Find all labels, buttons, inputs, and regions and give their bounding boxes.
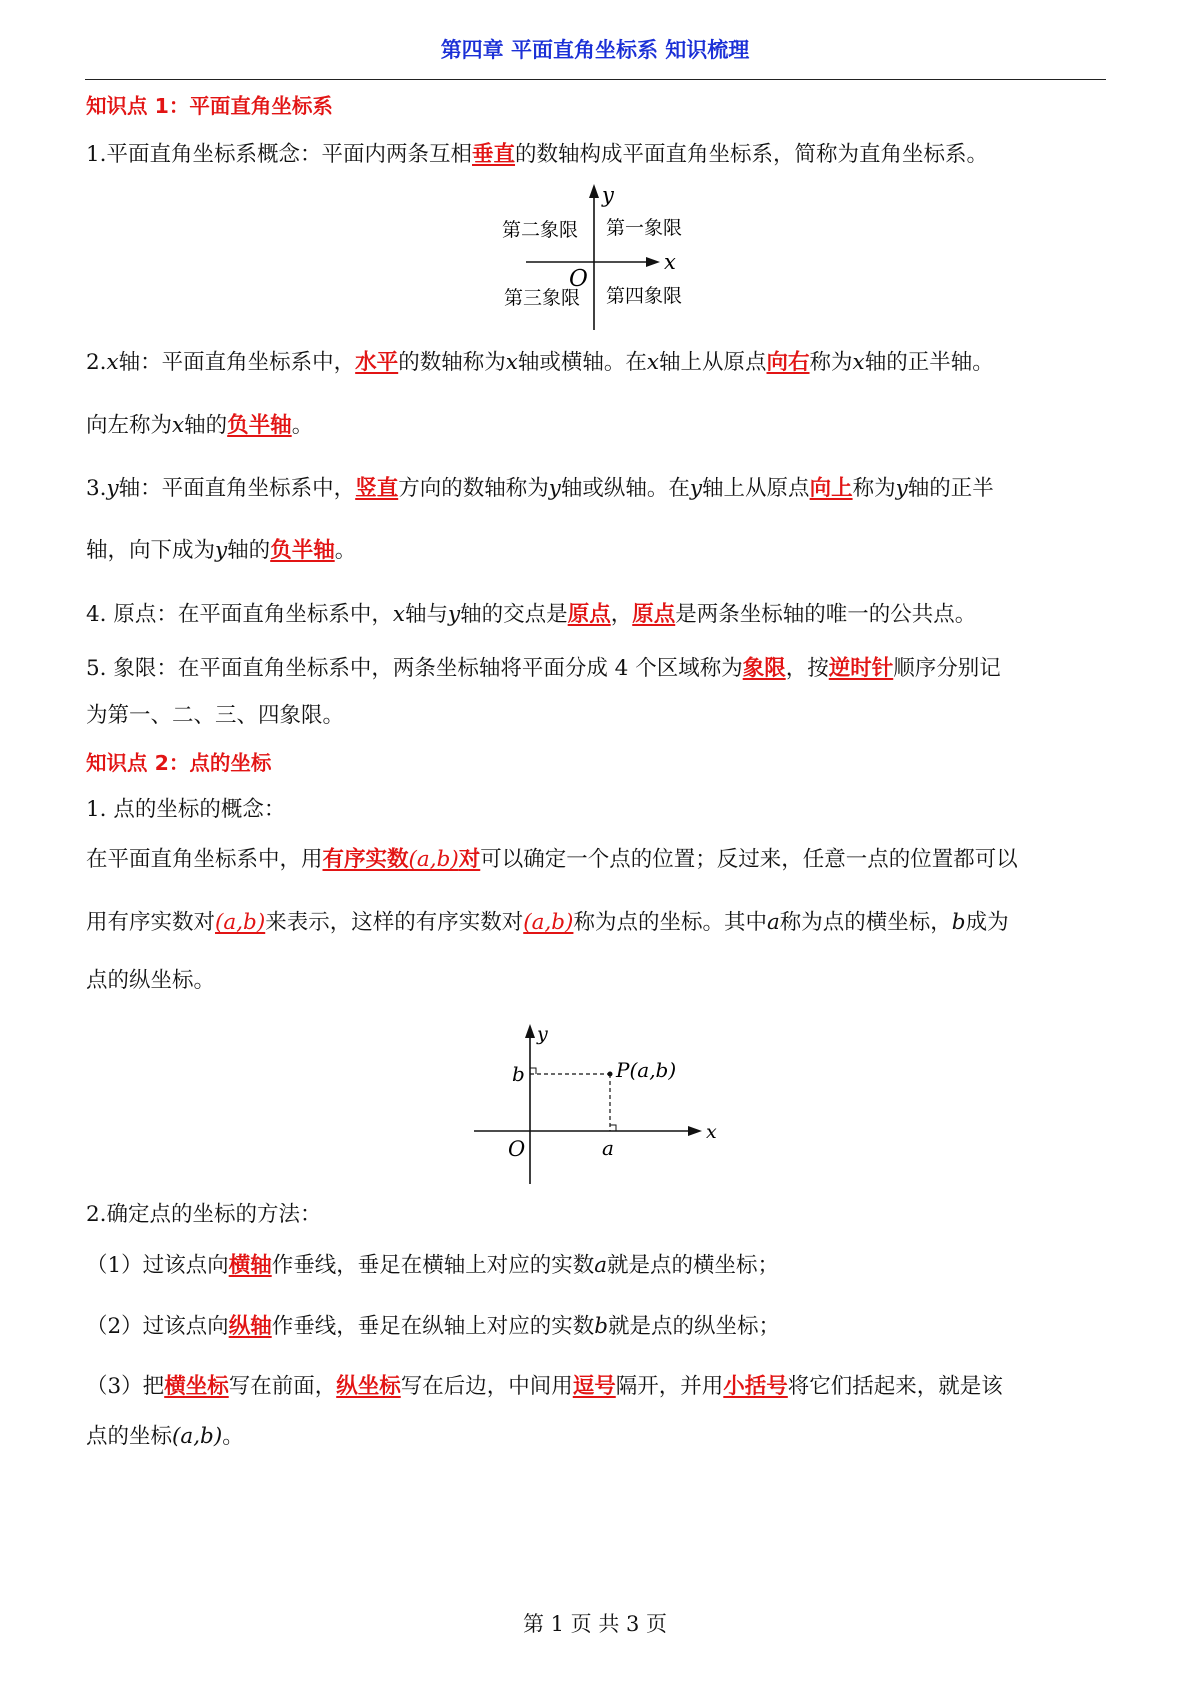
keyword: 原点	[567, 602, 611, 627]
y-axis-arrow	[525, 1024, 535, 1038]
origin-label: O	[569, 266, 588, 292]
keyword: 原点	[632, 602, 676, 627]
keyword: 纵坐标	[336, 1374, 401, 1399]
point-coordinate-diagram	[470, 1018, 720, 1188]
keyword: 小括号	[723, 1374, 788, 1399]
kp1-item5-line2: 为第一、二、三、四象限。	[86, 703, 345, 728]
keyword: 向上	[809, 476, 853, 501]
page-title: 第四章 平面直角坐标系 知识梳理	[440, 38, 750, 62]
kp2-para-line2: 用有序实数对(a,b)来表示，这样的有序实数对(a,b)称为点的坐标。其中a称为点的横坐标，b成为	[86, 910, 1009, 935]
kp1-item2-line1: 2.x轴：平面直角坐标系中，水平的数轴称为x轴或横轴。在x轴上从原点向右称为x轴的正半轴。	[86, 350, 994, 375]
keyword: 水平	[355, 350, 399, 375]
kp1-item3-line2: 轴，向下成为y轴的负半轴。	[86, 538, 357, 563]
kp1-item5-line1: 5. 象限：在平面直角坐标系中，两条坐标轴将平面分成 4 个区域称为象限，按逆时针顺序分别记	[86, 656, 1001, 681]
keyword: 竖直	[355, 476, 399, 501]
kp2-step2: （2）过该点向纵轴作垂线，垂足在纵轴上对应的实数b就是点的纵坐标；	[86, 1314, 780, 1339]
right-angle-mark-x	[610, 1125, 616, 1131]
point-P	[608, 1072, 613, 1077]
keyword: 横轴	[228, 1253, 272, 1278]
keyword: 负半轴	[227, 413, 292, 438]
keyword: 纵轴	[228, 1314, 272, 1339]
y-axis-arrow	[589, 184, 599, 198]
kp2-heading: 知识点 2：点的坐标	[86, 751, 272, 775]
kp1-item2-line2: 向左称为x轴的负半轴。	[86, 413, 314, 438]
header-rule	[85, 79, 1106, 80]
kp1-heading: 知识点 1：平面直角坐标系	[86, 94, 333, 118]
kp1-item3-line1: 3.y轴：平面直角坐标系中，竖直方向的数轴称为y轴或纵轴。在y轴上从原点向上称为y轴的正半	[86, 476, 994, 501]
quadrant-4-label: 第四象限	[606, 285, 683, 307]
keyword: 垂直	[472, 142, 516, 167]
kp1-item1: 1.平面直角坐标系概念：平面内两条互相垂直的数轴构成平面直角坐标系，简称为直角坐标系。	[86, 142, 989, 167]
keyword: 象限	[742, 656, 786, 681]
x-axis-arrow	[688, 1126, 702, 1136]
y-axis-label: y	[537, 1023, 548, 1045]
kp1-item4: 4. 原点：在平面直角坐标系中，x轴与y轴的交点是原点，原点是两条坐标轴的唯一的公共点。	[86, 602, 977, 627]
keyword: 逗号	[572, 1374, 616, 1399]
quadrant-diagram	[490, 182, 700, 332]
quadrant-2-label: 第二象限	[502, 219, 579, 241]
x-axis-label: x	[664, 250, 676, 274]
point-P-label: P(a,b)	[616, 1058, 677, 1082]
kp2-item2-title: 2.确定点的坐标的方法：	[86, 1202, 322, 1227]
a-label: a	[602, 1136, 614, 1160]
quadrant-1-label: 第一象限	[606, 217, 683, 239]
origin-label: O	[508, 1137, 526, 1161]
keyword: 有序实数	[322, 847, 409, 872]
page-footer: 第 1 页 共 3 页	[522, 1612, 668, 1636]
x-axis-label: x	[706, 1121, 717, 1143]
kp2-step3-line1: （3）把横坐标写在前面，纵坐标写在后边，中间用逗号隔开，并用小括号将它们括起来，就是该	[86, 1374, 1003, 1399]
x-axis-arrow	[646, 257, 660, 267]
kp2-para-line1: 在平面直角坐标系中，用有序实数(a,b)对可以确定一个点的位置；反过来，任意一点的位置都可以	[86, 847, 1018, 872]
keyword: 逆时针	[828, 656, 894, 681]
b-label: b	[512, 1062, 525, 1086]
keyword: 负半轴	[270, 538, 335, 563]
y-axis-label: y	[602, 183, 614, 207]
kp2-step1: （1）过该点向横轴作垂线，垂足在横轴上对应的实数a就是点的横坐标；	[86, 1253, 780, 1278]
keyword: 横坐标	[164, 1374, 229, 1399]
kp2-para-line3: 点的纵坐标。	[86, 968, 216, 993]
kp2-step3-line2: 点的坐标(a,b)。	[86, 1424, 244, 1449]
right-angle-mark-y	[530, 1068, 536, 1074]
keyword: 向右	[766, 350, 810, 375]
quadrant-3-label: 第三象限	[504, 287, 581, 309]
kp2-item1-title: 1. 点的坐标的概念：	[86, 797, 286, 822]
